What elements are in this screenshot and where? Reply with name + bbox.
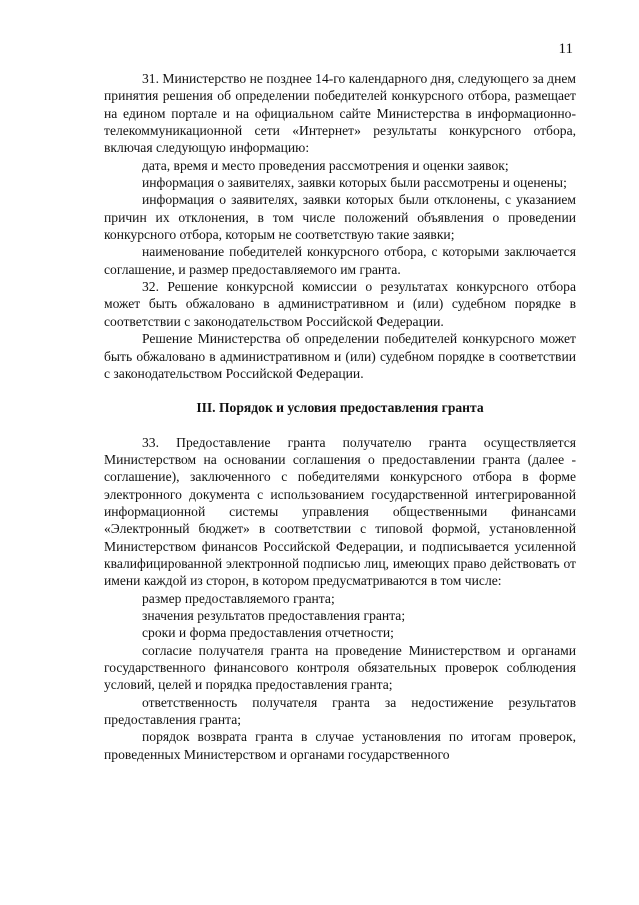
list-item-result-values: значения результатов предоставления гранта; — [142, 607, 406, 623]
list-item-date-time-place: дата, время и место проведения рассмотрения и оценки заявок; — [142, 157, 509, 173]
paragraph-32: 32. Решение конкурсной комиссии о результатах конкурсного отбора может быть обжаловано в административном и (или) судебном порядке в соответствии с законодательством Российской Федерации. — [104, 279, 576, 329]
document-body — [104, 70, 576, 763]
list-item-winners: наименование победителей конкурсного отбора, с которыми заключается соглашение, и размер предоставляемого им гранта. — [104, 244, 576, 277]
list-item-responsibility: ответственность получателя гранта за недостижение результатов предоставления гранта; — [104, 694, 576, 728]
paragraph-ministry-decision-appeal: Решение Министерства об определении победителей конкурсного может быть обжаловано в административном и (или) судебном порядке в соответствии с законодательством Российской Федерации. — [104, 331, 576, 381]
page-number: 11 — [558, 41, 573, 57]
list-item-considered-applicants: информация о заявителях, заявки которых были рассмотрены и оценены; — [142, 175, 567, 191]
section-heading: III. Порядок и условия предоставления гранта — [196, 400, 484, 416]
list-item-rejected-applicants: информация о заявителях, заявки которых были отклонены, с указанием причин их отклонения, в том числе положений объявления о проведении конкурсного отбора, которым не соответствую такие заявки; — [104, 192, 576, 243]
paragraph-31: 31. Министерство не позднее 14-го календарного дня, следующего за днем принятия решения об определении победителей конкурсного отбора, размещает на едином портале и на официальном сайте Министерства в информационно-телекоммуникационной сети «Интернет» результаты конкурсного отбора, включая следующую информацию: — [104, 71, 576, 156]
list-item-grant-return-procedure: порядок возврата гранта в случае установления по итогам проверок, проведенных Министерством и органами государственного — [104, 729, 576, 762]
list-item-reporting-terms: сроки и форма предоставления отчетности; — [142, 625, 394, 641]
list-item-grant-amount: размер предоставляемого гранта; — [142, 590, 335, 606]
list-item-consent-to-audits: согласие получателя гранта на проведение Министерством и органами государственного финансового контроля обязательных проверок соблюдения условий, целей и порядка предоставления гранта; — [104, 642, 576, 693]
paragraph-33: 33. Предоставление гранта получателю гранта осуществляется Министерством на основании соглашения о предоставлении гранта (далее - соглашение), заключенного с победителями конкурсного отбора в форме электронного документа с использованием государственной интегрированной информационной системы управления общественными финансами «Электронный бюджет» в соответствии с типовой формой, установленной Министерством финансов Российской Федерации, и подписывается усиленной квалифицированной электронной подписью лиц, имеющих право действовать от имени каждой из сторон, в котором предусматриваются в том числе: — [104, 434, 576, 589]
